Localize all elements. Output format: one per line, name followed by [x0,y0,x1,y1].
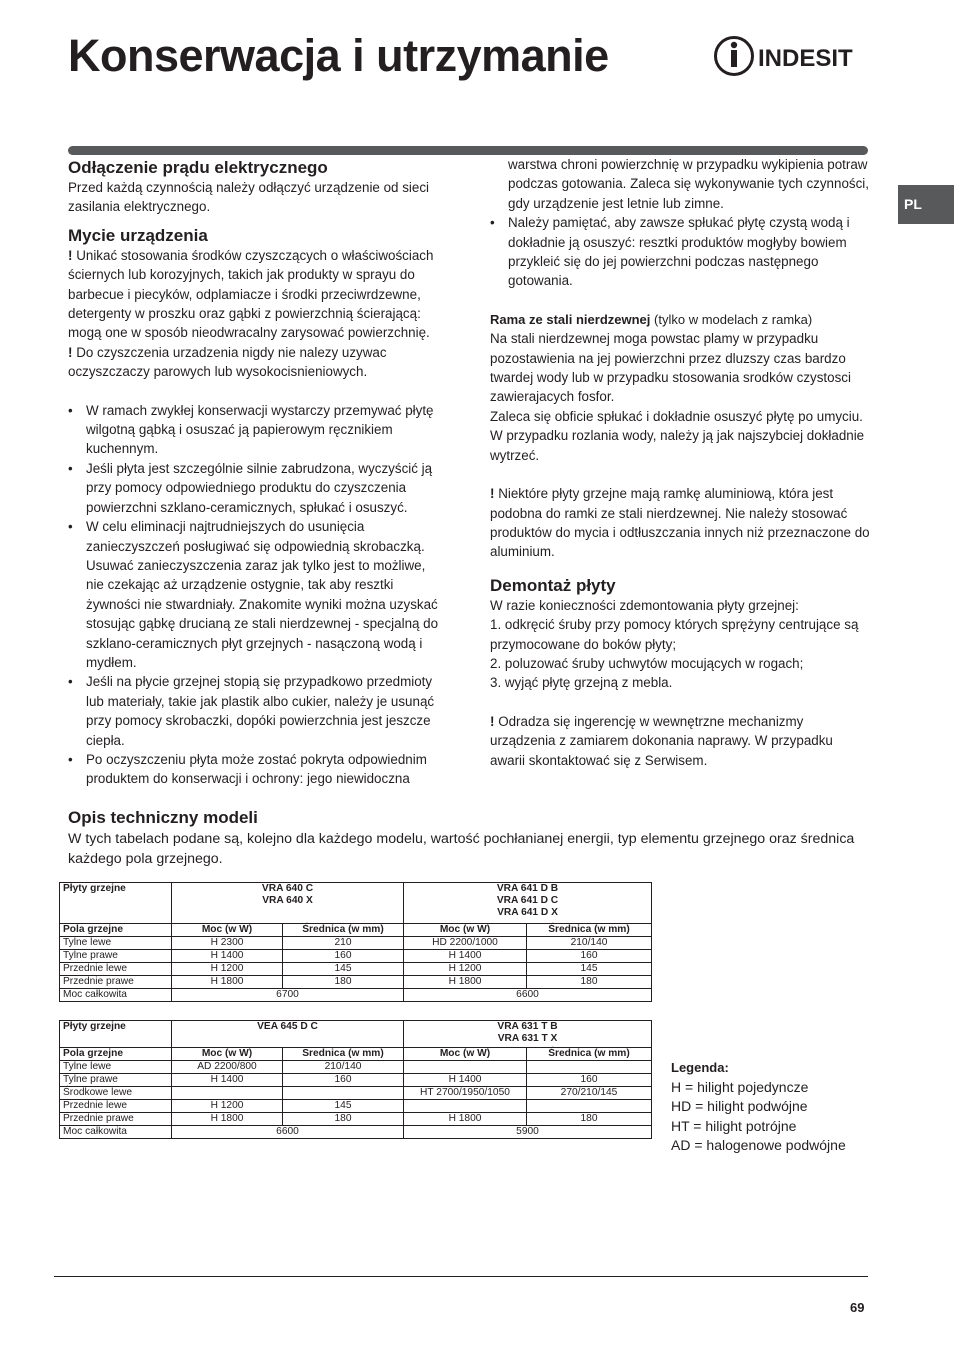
removal-step: 2. poluzować śruby uchwytów mocujących w rogach; [490,655,804,671]
list-item: • Jeśli płyta jest szczególnie silnie zabrudzona, wyczyścić ją przy pomocy odpowiedniego produktu do czyszczenia powierzchni szklano-ceramicznych, spłukać i osuszyć. [68,459,446,517]
table-row: Tylne lewe AD 2200/800 210/140 [60,1061,652,1074]
footer-rule [54,1276,868,1277]
model-cell: VRA 641 D B VRA 641 D C VRA 641 D X [404,883,652,924]
table-row: Tylne lewe H 2300 210 HD 2200/1000 210/140 [60,937,652,950]
warning-abrasives: ! Unikać stosowania środków czyszczących o właściwościach ściernych lub korozyjnych, takich jak produkty w sprayu do barbecue i piecyków, odplamiacze i środki przeciwrdzewne, detergenty w proszku oraz gąbki z powierzchnią ścierającą: mogą one w sposób nieodwracalny zarysować powierzchnię. [68,247,434,341]
right-column [490,155,870,770]
page-number: 69 [850,1300,865,1315]
table-row [60,883,652,924]
aluminium-warning: ! Niektóre płyty grzejne mają ramkę aluminiową, która jest podobna do ramki ze stali nierdzewnej. Nie należy stosować produktów do mycia i odtłuszczania innych niż przeznaczone do aluminium. [490,486,870,560]
specs-intro: W tych tabelach podane są, kolejno dla każdego modelu, wartość pochłanianej energii, typ elementu grzejnego oraz średnica każdego pola grzejnego. [68,831,855,867]
stainless-text-1: Na stali nierdzewnej moga powstac plamy w przypadku pozostawienia na jej powierzchni przez dluzszy czas bardzo twardej wody lub w przypadku stosowania srodków czystosci zawierajacych fosfor. [490,331,851,405]
list-item: • W ramach zwykłej konserwacji wystarczy przemywać płytę wilgotną gąbką i osuszać ją papierowym ręcznikiem kuchennym. [68,401,446,459]
legend-item: H = hilight pojedyncze [671,1078,809,1095]
list-item: • W celu eliminacji najtrudniejszych do usunięcia zanieczyszczeń posługiwać się odpowiednią skrobaczką. Usuwać zanieczyszczenia zaraz jak tylko jest to możliwe, nie czekając aż urządzenie ostygnie, tak aby resztki żywności nie stwardniały. Znakomite wyniki można uzyskać stosując gąbkę drucianą ze stali nierdzewnej - specjalną do szklano-ceramicznych płyt grzejnych - nasączoną wodą i mydłem. [68,517,446,672]
warning-icon: ! [68,247,73,263]
legend-item: AD = halogenowe podwójne [671,1137,846,1154]
list-item: • Jeśli na płycie grzejnej stopią się przypadkowo przedmioty lub materiały, takie jak plastik albo cukier, należy je usunąć przy pomocy skrobaczki, dopóki powierzchnia jest jeszcze ciepła. [68,672,446,750]
table-row: Środkowe lewe HT 2700/1950/1050 270/210/145 [60,1087,652,1100]
table-row: Tylne prawe H 1400 160 H 1400 160 [60,950,652,963]
section-divider [68,146,868,155]
model-cell: VRA 631 T B VRA 631 T X [404,1021,652,1048]
table-corner: Płyty grzejne [60,1021,172,1048]
cleaning-list-continued [490,213,870,291]
removal-step: 3. wyjąć płytę grzejną z mebla. [490,675,673,691]
table-row: Przednie prawe H 1800 180 H 1800 180 [60,976,652,989]
indesit-logo [714,34,870,78]
table-row: Pola grzejne Moc (w W) Srednica (w mm) Moc (w W) Średnica (w mm) [60,1048,652,1061]
repair-warning: ! Odradza się ingerencję w wewnętrzne mechanizmy urządzenia z zamiarem dokonania naprawy. W przypadku awarii skontaktować się z Serwisem. [490,713,833,768]
table-corner: Płyty grzejne [60,883,172,924]
table-row: Tylne prawe H 1400 160 H 1400 160 [60,1074,652,1087]
cleaning-list [68,401,446,789]
legend [671,1058,846,1156]
section-title-cleaning: Mycie urządzenia [68,225,208,245]
continued-text: warstwa chroni powierzchnię w przypadku wykipienia potraw podczas gotowania. Zaleca się wykonywanie tych czynności, gdy urządzenie jest letnie lub zimne. [508,157,869,211]
table-row: Przednie lewe H 1200 145 H 1200 145 [60,963,652,976]
spec-table-2 [59,1020,652,1139]
legend-title: Legenda: [671,1060,729,1075]
table-row: Przednie prawe H 1800 180 H 1800 180 [60,1113,652,1126]
left-column [68,158,446,789]
table-row: Moc całkowita 6600 5900 [60,1126,652,1139]
model-cell: VEA 645 D C [172,1021,404,1048]
legend-item: HT = hilight potrójne [671,1117,797,1134]
brand-text: INDESIT [758,45,853,72]
spec-table-1 [59,882,652,1002]
stainless-text-2: Zaleca się obficie spłukać i dokładnie osuszyć płytę po umyciu. W przypadku rozlania wody, należy ją jak najszybciej dokładnie wytrzeć. [490,408,865,463]
page-title: Konserwacja i utrzymanie [68,30,609,81]
disconnect-text: Przed każdą czynnością należy odłączyć urządzenie od sieci zasilania elektrycznego. [68,180,429,215]
section-title-specs: Opis techniczny modeli [68,808,258,827]
warning-icon: ! [68,344,73,360]
warning-icon: ! [490,486,495,502]
warning-icon: ! [490,713,495,729]
section-title-removal: Demontaż płyty [490,575,616,595]
section-title-disconnect: Odłączenie prądu elektrycznego [68,158,328,177]
list-item: • Po oczyszczeniu płyta może zostać pokryta odpowiednim produktem do konserwacji i ochrony: jego niewidoczna [68,750,446,789]
removal-step: 1. odkręcić śruby przy pomocy których sprężyny centrujące są przymocowane do boków płyty; [490,617,859,652]
list-item: • Należy pamiętać, aby zawsze spłukać płytę czystą wodą i dokładnie ją osuszyć: resztki produktów mogłyby bowiem przykleić się do jej powierzchni podczas następnego gotowania. [490,213,870,291]
table-row [60,1021,652,1048]
technical-description [68,808,868,869]
warning-steam: ! Do czyszczenia urzadzenia nigdy nie nalezy uzywac oczyszczaczy parowych lub wysokocisnieniowych. [68,344,387,380]
legend-item: HD = hilight podwójne [671,1098,808,1115]
model-cell: VRA 640 C VRA 640 X [172,883,404,924]
language-tab: PL [898,185,954,224]
table-row: Przednie lewe H 1200 145 [60,1100,652,1113]
stainless-frame-heading: Rama ze stali nierdzewnej (tylko w modelach z ramka) [490,311,813,327]
table-row: Moc całkowita 6700 6600 [60,989,652,1002]
table-row: Pola grzejne Moc (w W) Średnica (w mm) Moc (w W) Średnica (w mm) [60,924,652,937]
removal-intro: W razie konieczności zdemontowania płyty grzejnej: [490,597,799,613]
